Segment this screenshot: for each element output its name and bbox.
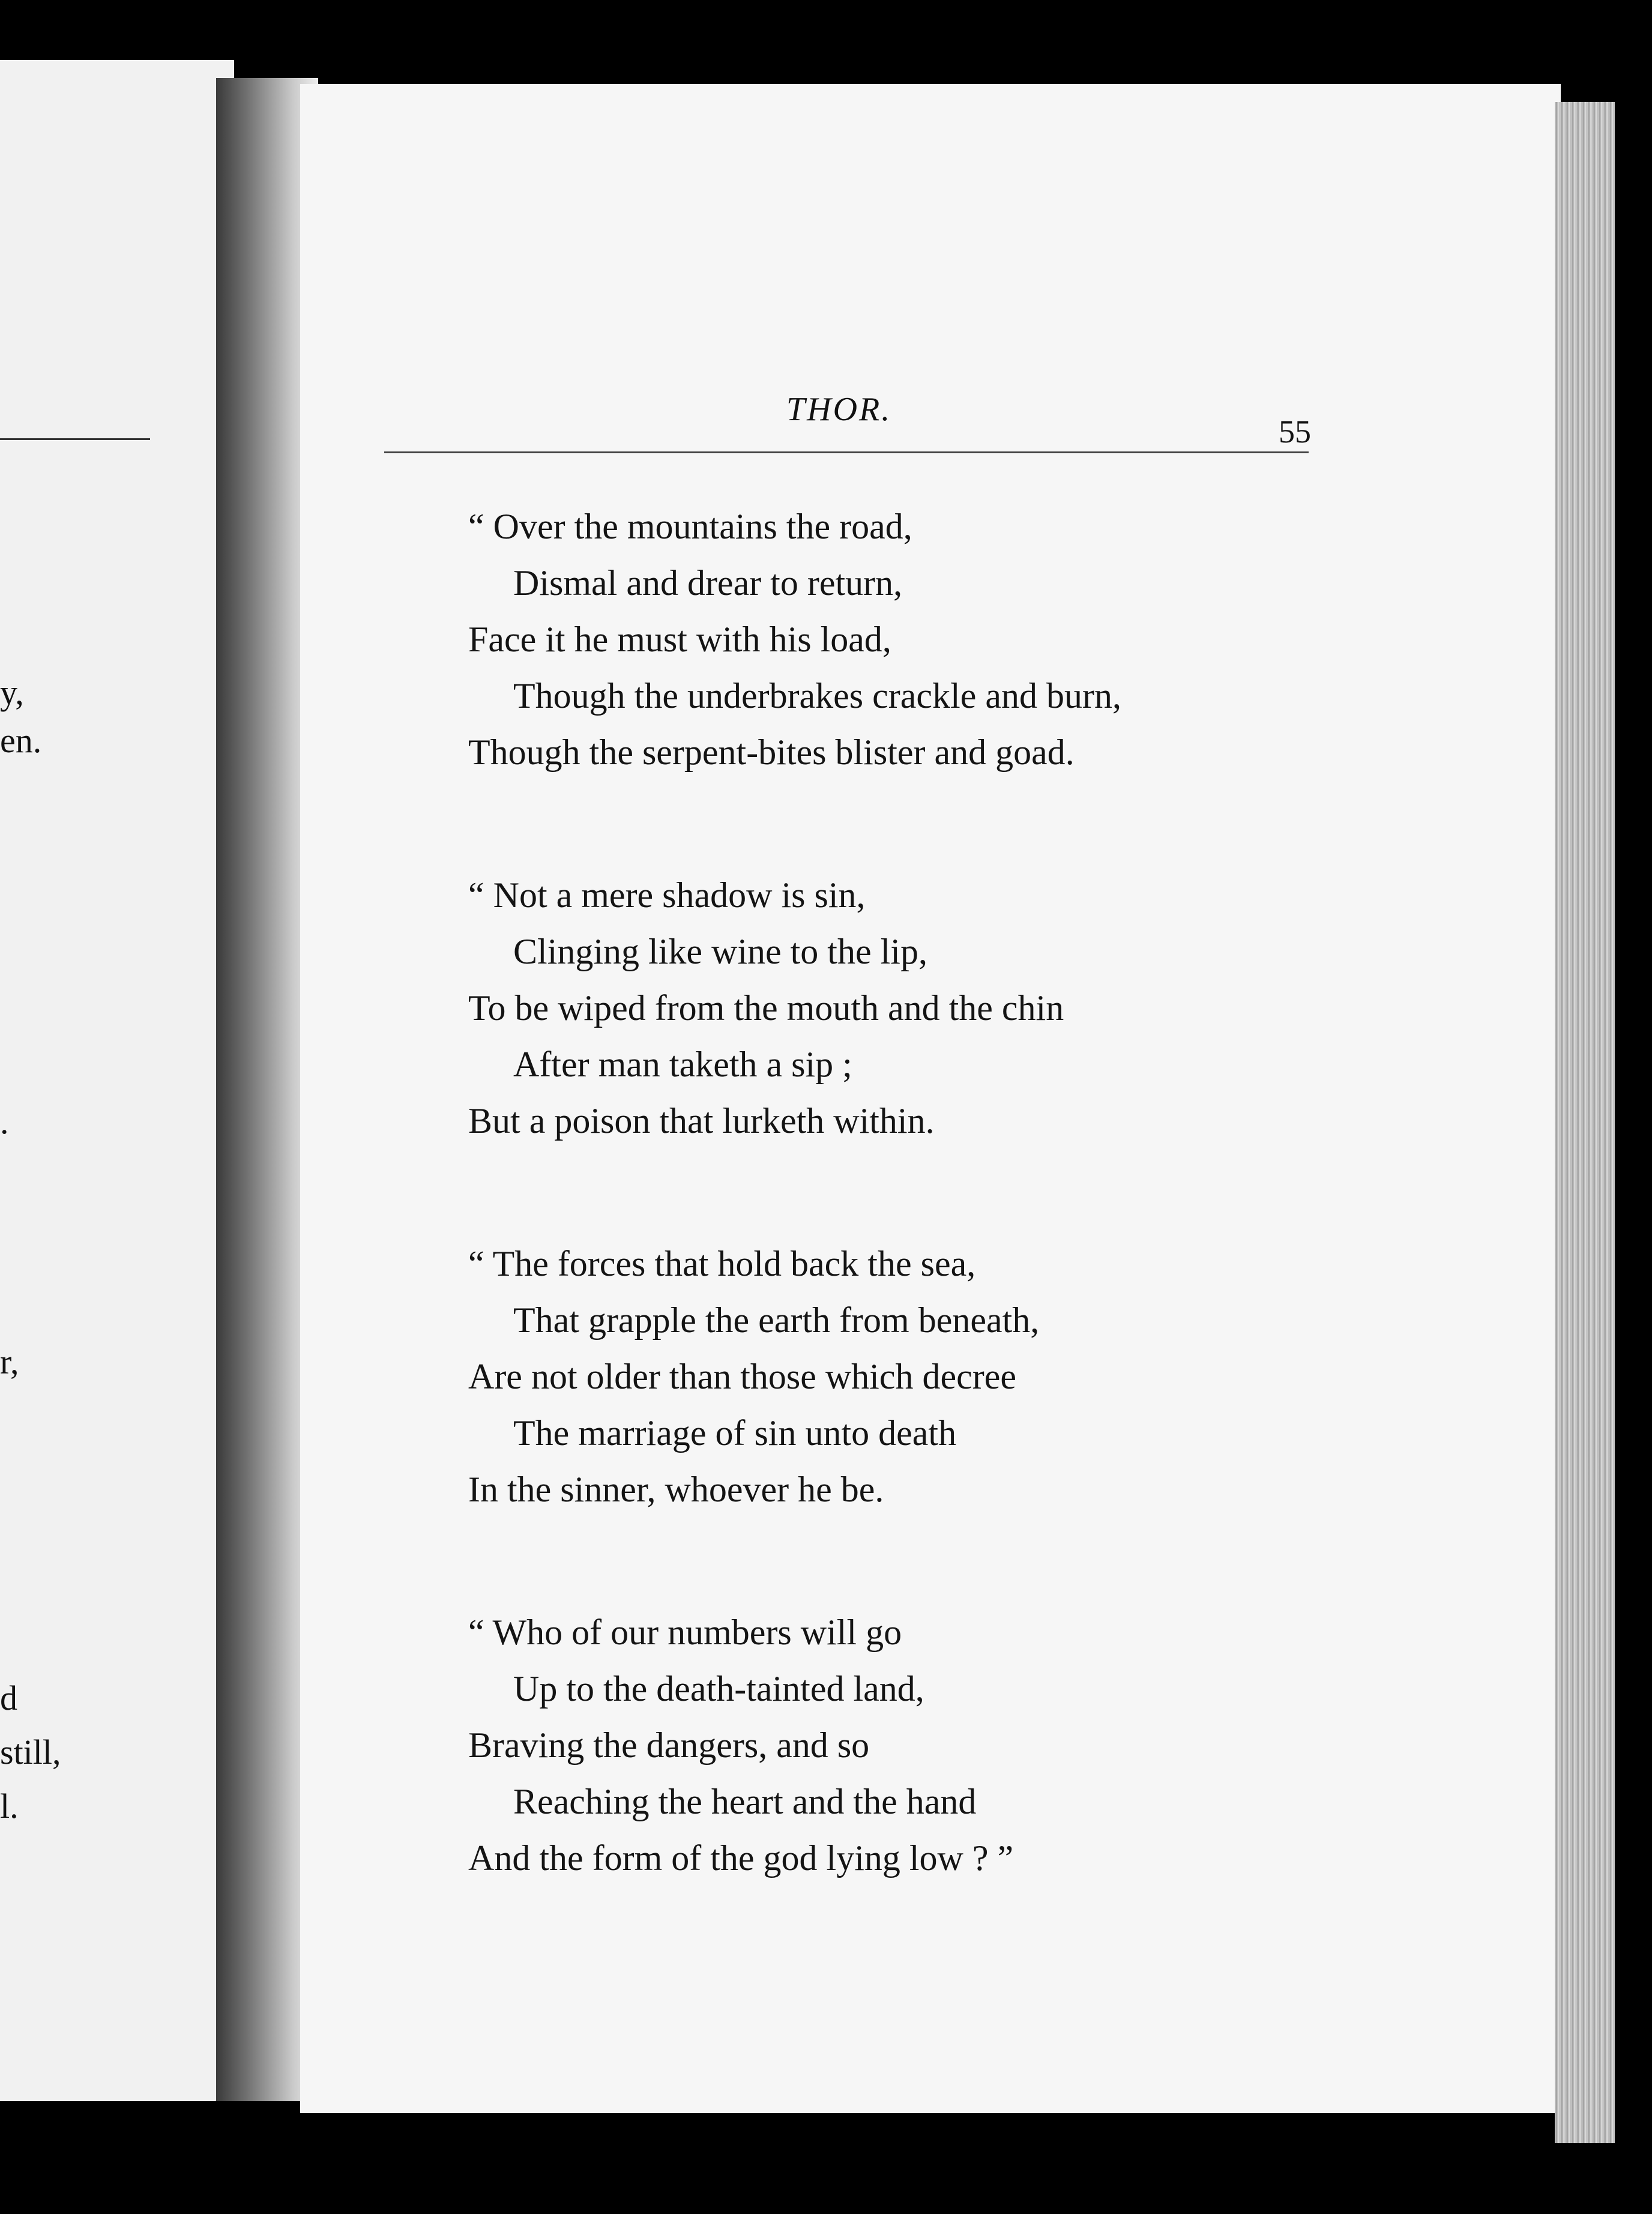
poem-line: That grapple the earth from beneath, bbox=[513, 1300, 1040, 1340]
poem-line: “ The forces that hold back the sea, bbox=[468, 1244, 976, 1283]
page-edge bbox=[1555, 102, 1615, 2143]
stanza bbox=[468, 498, 1369, 780]
left-fragment: . bbox=[0, 1102, 9, 1141]
poem-line: “ Who of our numbers will go bbox=[468, 1612, 902, 1652]
left-fragment: d bbox=[0, 1679, 17, 1718]
poem-line: Up to the death-tainted land, bbox=[513, 1669, 924, 1709]
left-fragment: en. bbox=[0, 721, 42, 760]
left-fragment: still, bbox=[0, 1733, 61, 1772]
poem-line: Clinging like wine to the lip, bbox=[513, 932, 927, 971]
poem-line: “ Over the mountains the road, bbox=[468, 507, 912, 546]
poem-line: Dismal and drear to return, bbox=[513, 563, 903, 603]
poem-line: “ Not a mere shadow is sin, bbox=[468, 875, 866, 915]
poem-line: The marriage of sin unto death bbox=[513, 1413, 957, 1453]
left-page-rule bbox=[0, 438, 150, 440]
poem bbox=[468, 498, 1369, 1973]
left-fragment: r, bbox=[0, 1342, 19, 1381]
header-rule bbox=[384, 451, 1309, 453]
poem-line: And the form of the god lying low ? ” bbox=[468, 1838, 1014, 1878]
poem-line: Face it he must with his load, bbox=[468, 620, 891, 659]
poem-line: But a poison that lurketh within. bbox=[468, 1101, 935, 1141]
poem-line: Are not older than those which decree bbox=[468, 1357, 1016, 1396]
poem-line: Though the serpent-bites blister and goad. bbox=[468, 732, 1075, 772]
page-number: 55 bbox=[1279, 414, 1311, 450]
left-page bbox=[0, 60, 234, 2101]
running-head: THOR. bbox=[786, 391, 892, 428]
stanza bbox=[468, 1235, 1369, 1518]
stanza bbox=[468, 867, 1369, 1149]
poem-line: Though the underbrakes crackle and burn, bbox=[513, 676, 1121, 716]
poem-line: In the sinner, whoever he be. bbox=[468, 1470, 884, 1509]
poem-line: To be wiped from the mouth and the chin bbox=[468, 988, 1064, 1028]
poem-line: After man taketh a sip ; bbox=[513, 1045, 852, 1084]
stanza bbox=[468, 1604, 1369, 1886]
left-fragment: y, bbox=[0, 673, 24, 712]
poem-line: Reaching the heart and the hand bbox=[513, 1782, 977, 1821]
left-fragment: l. bbox=[0, 1787, 19, 1826]
poem-line: Braving the dangers, and so bbox=[468, 1725, 870, 1765]
